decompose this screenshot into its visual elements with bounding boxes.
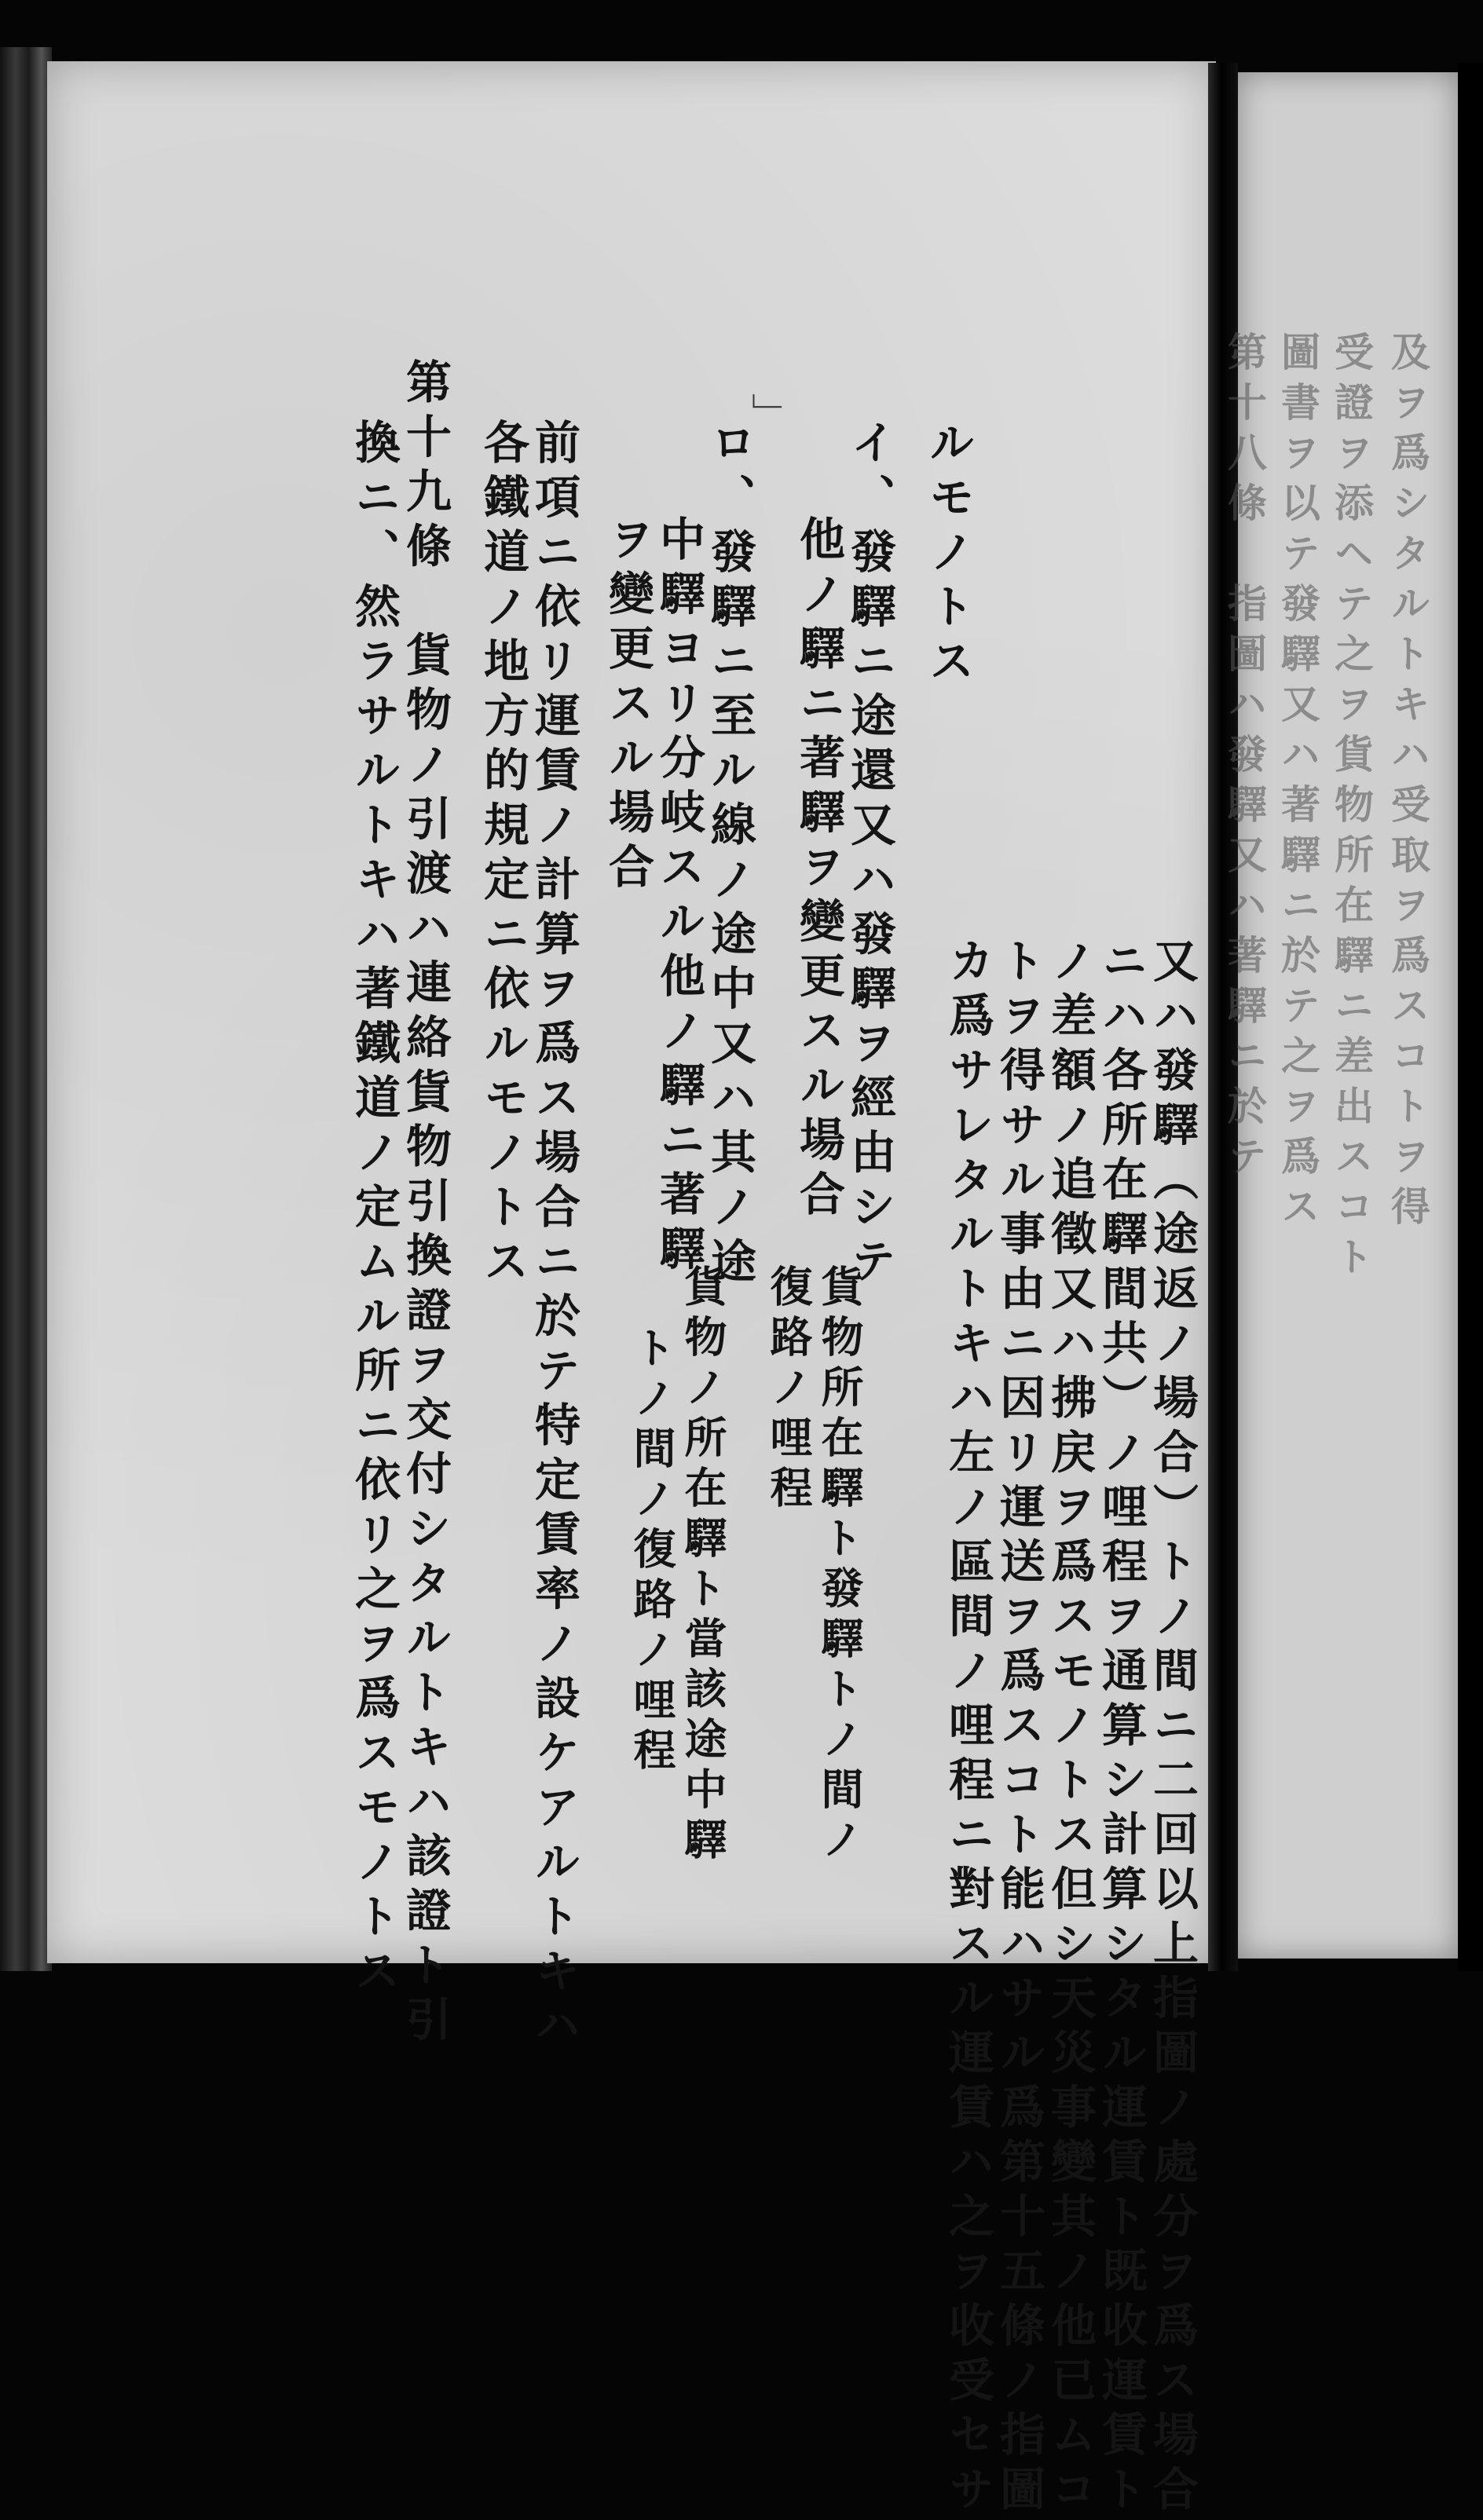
facing-text-column: 及ヲ爲シタルトキハ受取ヲ爲スコトヲ得 <box>1385 331 1431 1236</box>
list-item-i-cont: 他ノ驛ニ著驛ヲ變更スル場合 <box>792 515 845 1225</box>
page-edge <box>1458 63 1483 1971</box>
list-item-ro-cont: ヲ變更スル場合 <box>601 515 654 898</box>
paragraph-column: 前項ニ依リ運賃ノ計算ヲ爲ス場合ニ於テ特定賃率ノ設ケアルトキハ <box>527 419 580 2056</box>
article-column: 換ニ、然ラサルトキハ著鐵道ノ定ムル所ニ依リ之ヲ爲スモノトス <box>347 419 401 2002</box>
subitem-text: 貨物所在驛ト發驛トノ間ノ <box>815 1264 865 1867</box>
facing-text-column: 第十八條 指圖ハ發驛又ハ著驛ニ於テ <box>1221 331 1268 1186</box>
subitem-text: 貨物ノ所在驛ト當該途中驛 <box>678 1264 728 1867</box>
book-spine <box>0 47 52 1971</box>
subitem-text: トノ間ノ復路ノ哩程 <box>627 1326 677 1778</box>
paragraph-column: 各鐵道ノ地方的規定ニ依ルモノトス <box>476 419 529 1292</box>
facing-page <box>1221 72 1458 1959</box>
text-column: カ爲サレタルトキハ左ノ區間ノ哩程ニ對スル運賃ハ之ヲ收受セサ <box>941 937 994 2520</box>
text-column: ニハ各所在驛間共）ノ哩程ヲ通算シ計算シタル運賃ト既收運賃ト <box>1094 937 1148 2520</box>
document-page <box>47 61 1216 2520</box>
text-column: トヲ得サル事由ニ因リ運送ヲ爲スコト能ハサル爲第十五條ノ指圖 <box>992 937 1045 2520</box>
text-column: 又ハ發驛（途返ノ場合）トノ間ニ二回以上指圖ノ處分ヲ爲ス場合 <box>1145 937 1199 2520</box>
facing-text-column: 圖書ヲ以テ發驛又ハ著驛ニ於テ之ヲ爲ス <box>1275 331 1321 1236</box>
facing-text-column: 受證ヲ添ヘテ之ヲ貨物所在驛ニ差出スコト <box>1328 331 1375 1286</box>
list-item-ro: ロ、發驛ニ至ル線ノ途中又ハ其ノ途 <box>703 419 756 1292</box>
text-column: ルモノトス <box>921 419 975 692</box>
list-item-i: イ、發驛ニ途還又ハ發驛ヲ經由シテ <box>843 419 896 1292</box>
list-item-ro-cont: 中驛ヨリ分岐スル他ノ驛ニ著驛 <box>652 515 705 1279</box>
bracket-mark: 」 <box>745 393 796 437</box>
text-column: ノ差額ノ追徵又ハ拂戻ヲ爲スモノトス但シ天災事變其ノ他已ムコ <box>1043 937 1097 2520</box>
subitem-text: 復路ノ哩程 <box>763 1264 814 1516</box>
article-heading-column: 第十九條 貨物ノ引渡ハ連絡貨物引換證ヲ交付シタルトキハ該證ト引 <box>398 358 452 2050</box>
